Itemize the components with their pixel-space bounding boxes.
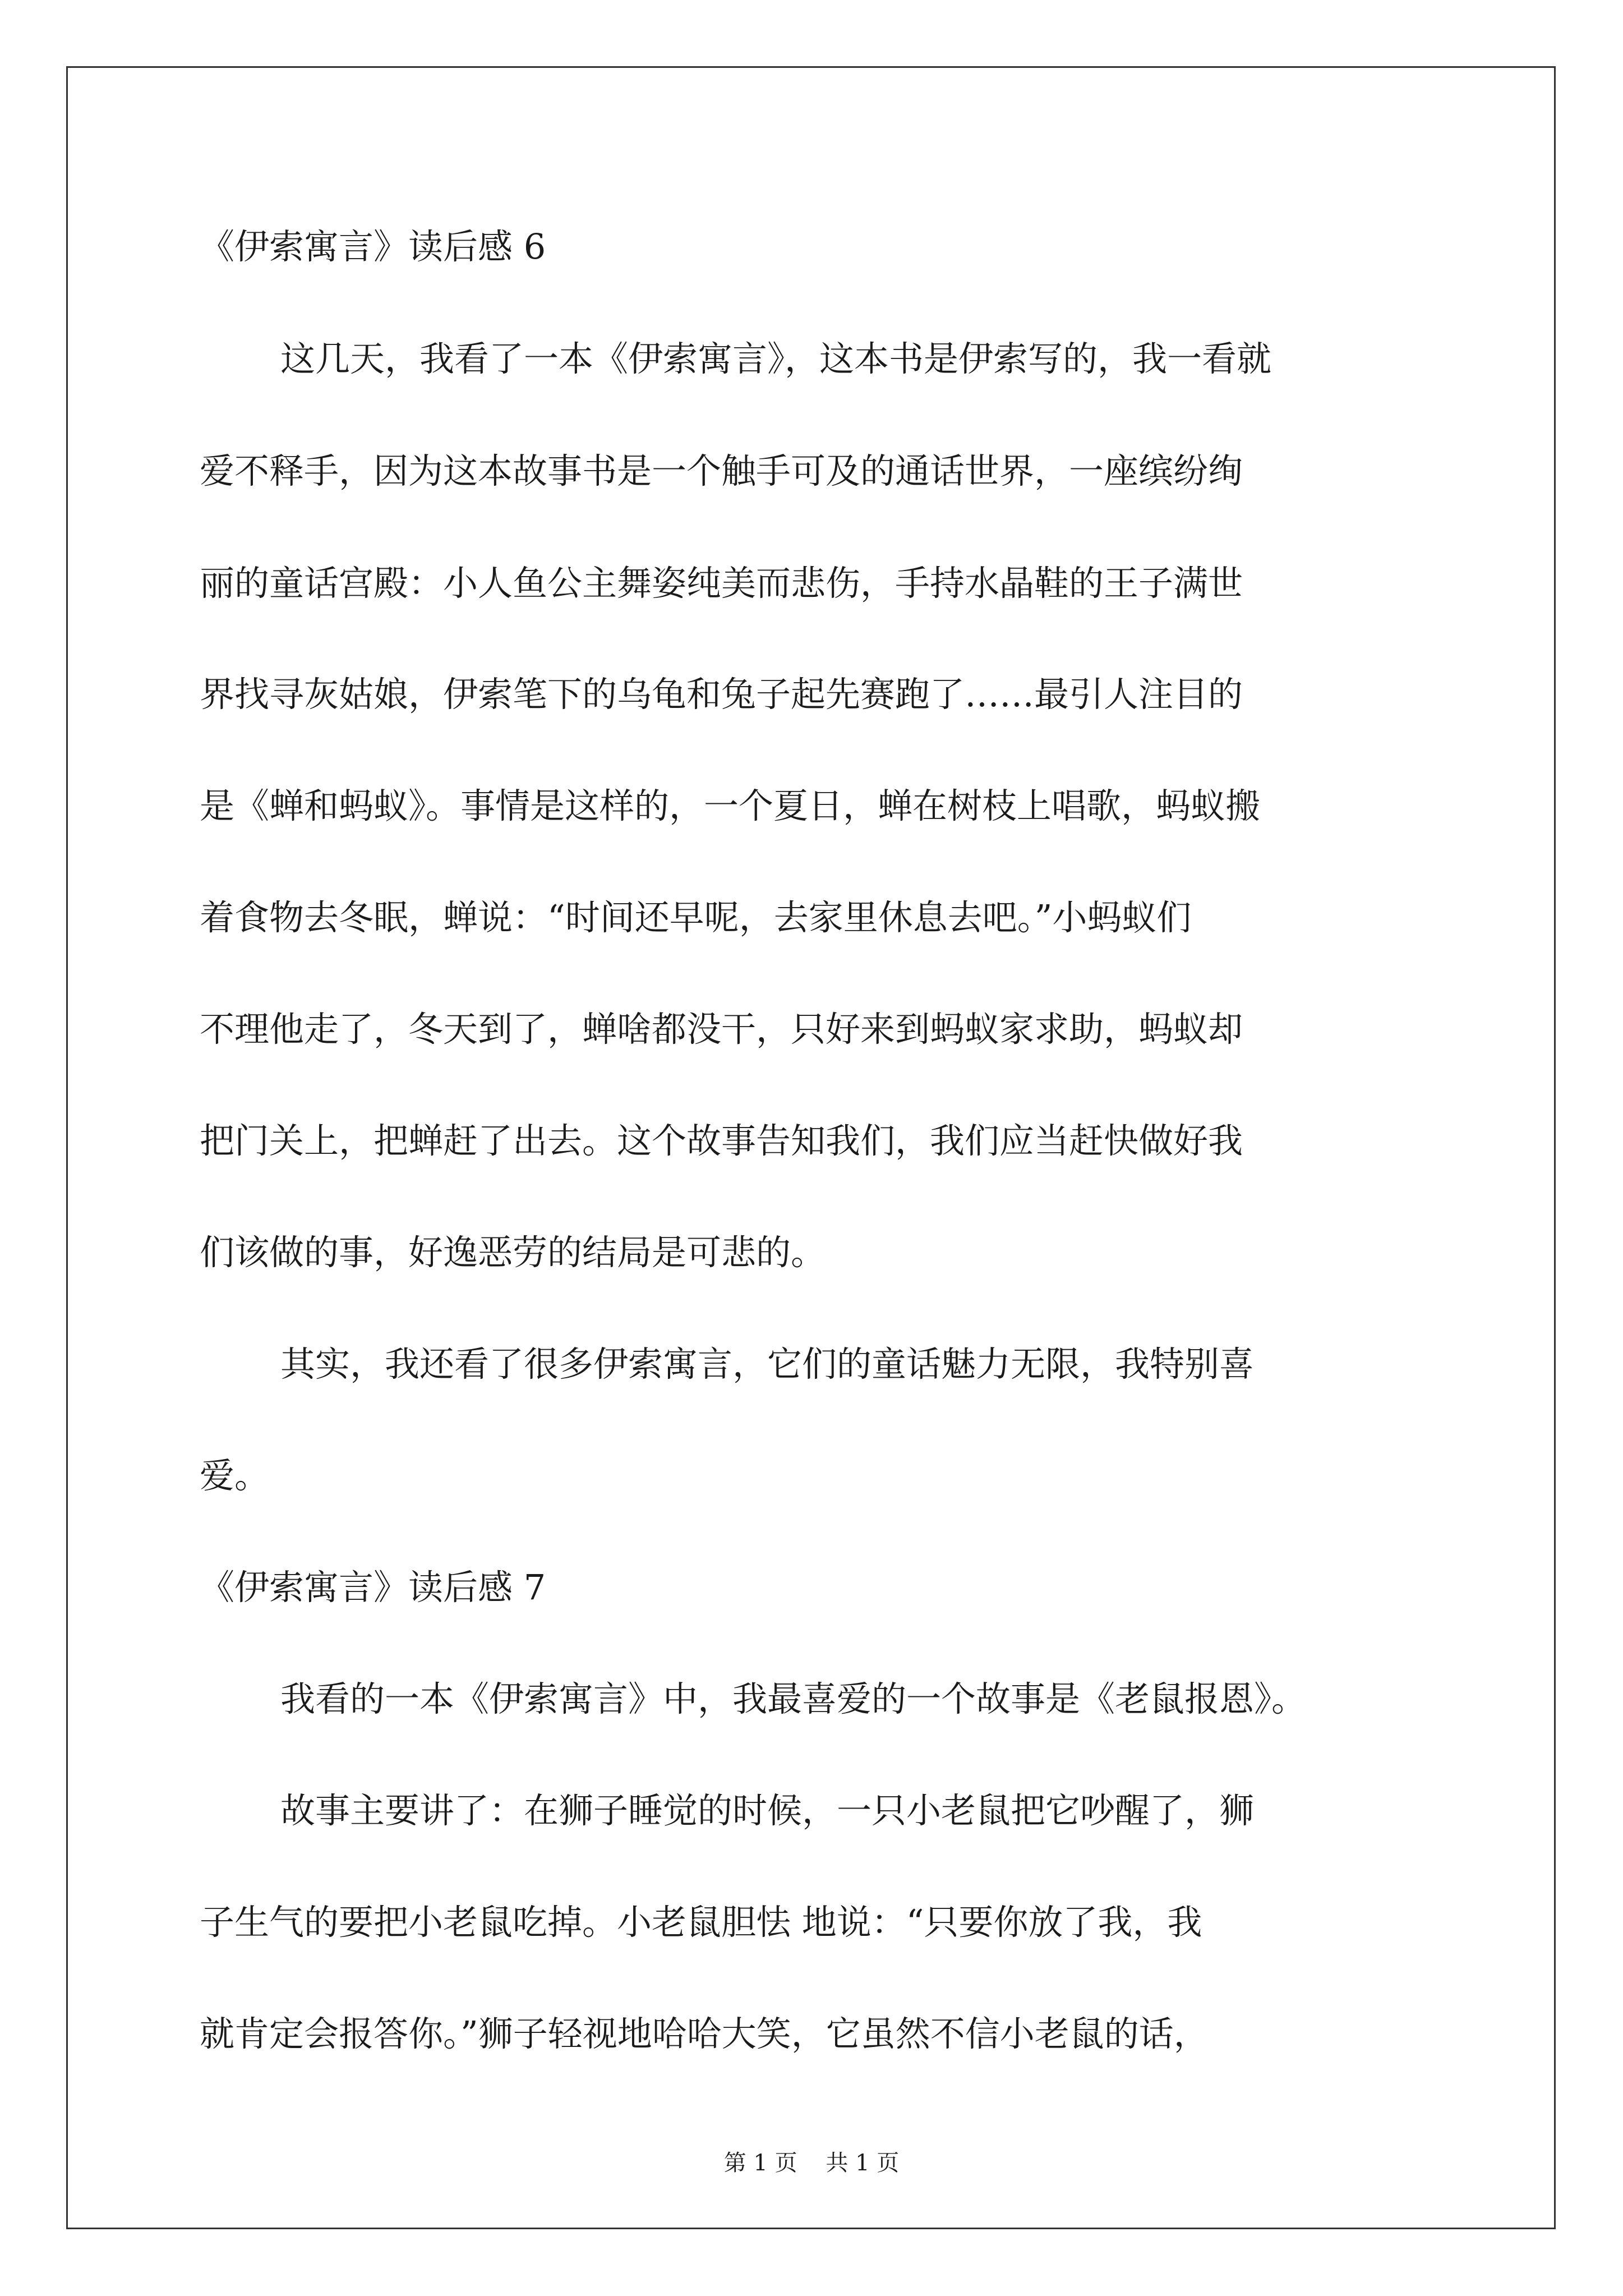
paragraph-line: 爱。	[200, 1455, 270, 1496]
paragraph-line: 们该做的事，好逸恶劳的结局是可悲的。	[200, 1232, 826, 1273]
paragraph-line: 丽的童话宫殿：小人鱼公主舞姿纯美而悲伤，手持水晶鞋的王子满世	[200, 563, 1243, 604]
section-heading: 《伊索寓言》读后感 7	[200, 1567, 546, 1608]
paragraph-line: 就肯定会报答你。”狮子轻视地哈哈大笑，它虽然不信小老鼠的话，	[200, 2013, 1209, 2054]
paragraph-line: 把门关上，把蝉赶了出去。这个故事告知我们，我们应当赶快做好我	[200, 1120, 1243, 1161]
paragraph-line: 子生气的要把小老鼠吃掉。小老鼠胆怯 地说：“只要你放了我，我	[200, 1902, 1202, 1943]
section-heading: 《伊索寓言》读后感 6	[200, 226, 546, 267]
paragraph-line: 不理他走了，冬天到了，蝉啥都没干，只好来到蚂蚁家求助，蚂蚁却	[200, 1009, 1243, 1050]
paragraph-line: 界找寻灰姑娘，伊索笔下的乌龟和兔子起先赛跑了……最引人注目的	[200, 674, 1243, 715]
paragraph-line: 故事主要讲了：在狮子睡觉的时候，一只小老鼠把它吵醒了，狮	[280, 1790, 1255, 1831]
paragraph-line: 是《蝉和蚂蚁》。事情是这样的，一个夏日，蝉在树枝上唱歌，蚂蚁搬	[200, 785, 1261, 826]
paragraph-line: 我看的一本《伊索寓言》中，我最喜爱的一个故事是《老鼠报恩》。	[280, 1678, 1307, 1719]
page-footer: 第 1 页 共 1 页	[723, 2150, 900, 2176]
paragraph-line: 这几天，我看了一本《伊索寓言》，这本书是伊索写的，我一看就	[280, 338, 1272, 379]
paragraph-line: 其实，我还看了很多伊索寓言，它们的童话魅力无限，我特别喜	[280, 1343, 1255, 1384]
paragraph-line: 着食物去冬眠，蝉说：“时间还早呢，去家里休息去吧。”小蚂蚁们	[200, 897, 1192, 938]
paragraph-line: 爱不释手，因为这本故事书是一个触手可及的通话世界，一座缤纷绚	[200, 450, 1243, 491]
